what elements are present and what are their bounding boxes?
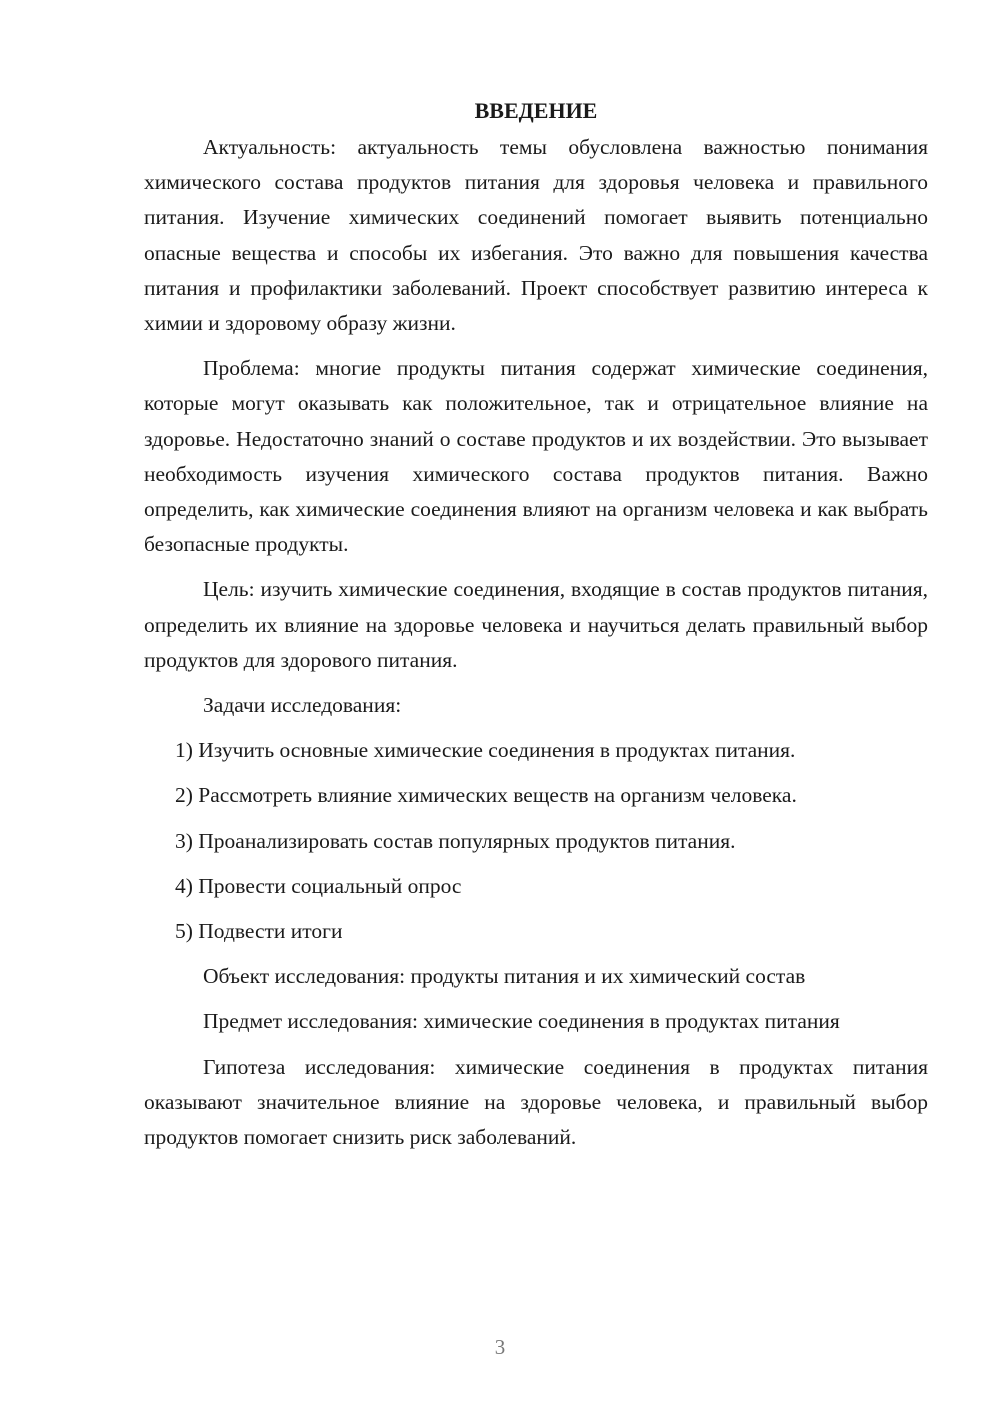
relevance-paragraph: Актуальность: актуальность темы обусловлена важностью понимания химического состава продуктов питания для здоровья человека и правильного питания. Изучение химических соединений помогает выявить потенциально опасные вещества и способы их избегания. Это важно для повышения качества питания и профилактики заболеваний. Проект способствует развитию интереса к химии и здоровому образу жизни. [144,135,928,336]
list-item: 2) Рассмотреть влияние химических веществ на организм человека. [175,783,797,808]
list-item: 3) Проанализировать состав популярных продуктов питания. [175,828,736,853]
list-item: 1) Изучить основные химические соединения в продуктах питания. [175,738,796,763]
list-item: 4) Провести социальный опрос [175,873,462,898]
page-number: 3 [494,1335,506,1359]
tasks-list [144,733,928,949]
document-page [144,96,928,1165]
hypothesis-paragraph: Гипотеза исследования: химические соединения в продуктах питания оказывают значительное влияние на здоровье человека, и правильный выбор продуктов помогает снизить риск заболеваний. [144,1054,928,1150]
research-subject-paragraph: Предмет исследования: химические соединения в продуктах питания [203,1009,840,1034]
goal-paragraph: Цель: изучить химические соединения, входящие в состав продуктов питания, определить их влияние на здоровье человека и научиться делать правильный выбор продуктов для здорового питания. [144,577,928,672]
research-object-paragraph: Объект исследования: продукты питания и их химический состав [203,964,806,989]
tasks-heading: Задачи исследования: [203,693,402,718]
section-title: ВВЕДЕНИЕ [474,98,598,123]
list-item: 5) Подвести итоги [175,919,343,944]
problem-paragraph: Проблема: многие продукты питания содержат химические соединения, которые могут оказывать как положительное, так и отрицательное влияние на здоровье. Недостаточно знаний о составе продуктов и их воздействии. Это вызывает необходимость изучения химического состава продуктов питания. Важно определить, как химические соединения влияют на организм человека и как выбрать безопасные продукты. [144,356,928,557]
